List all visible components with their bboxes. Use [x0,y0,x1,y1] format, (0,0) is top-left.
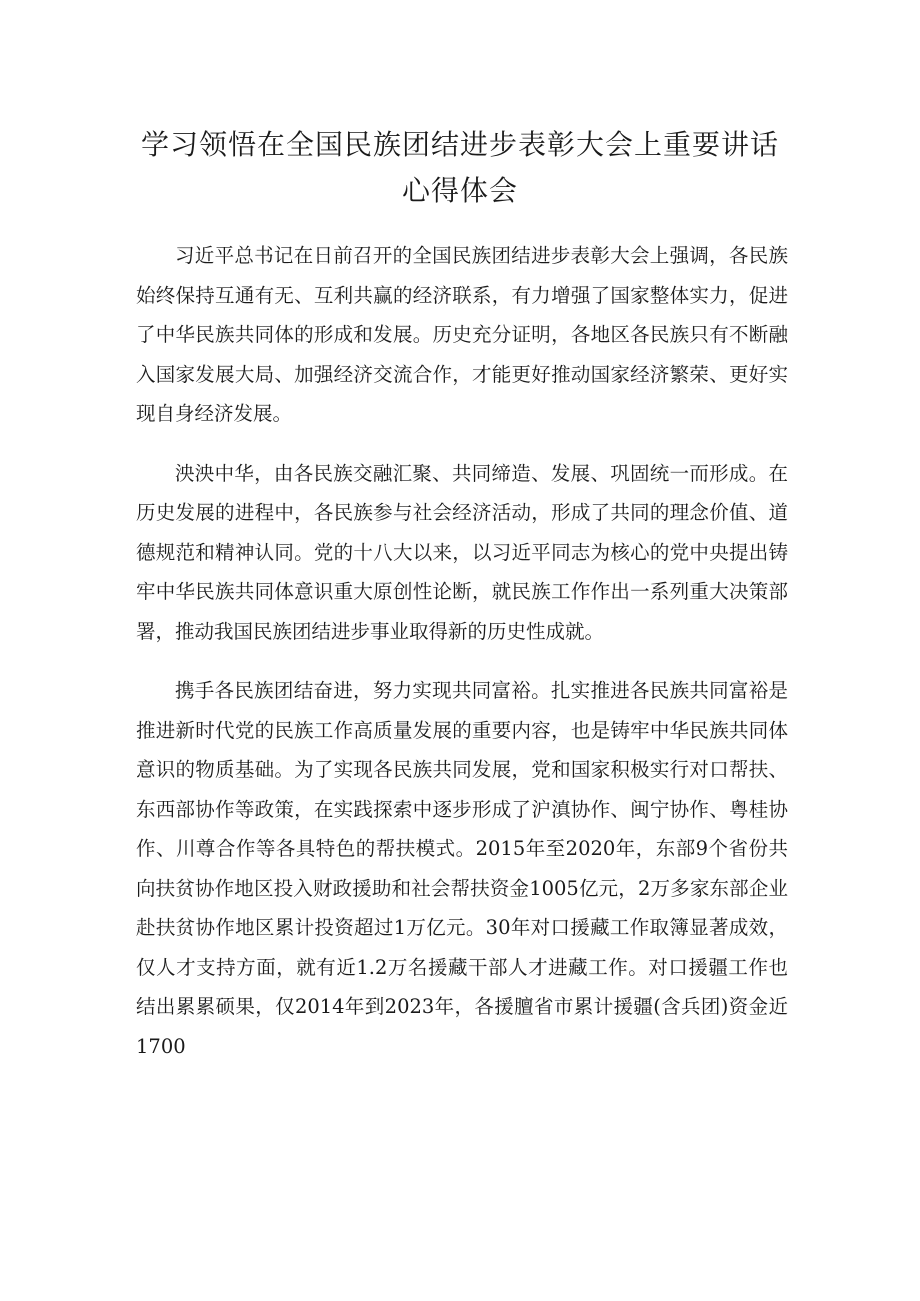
title-line-1: 学习领悟在全国民族团结进步表彰大会上重要讲话 [140,128,779,161]
paragraph-3: 携手各民族团结奋进，努力实现共同富裕。扎实推进各民族共同富裕是推进新时代党的民族工作高质量发展的重要内容，也是铸牢中华民族共同体意识的物质基础。为了实现各民族共同发展，党和国家积极实行对口帮扶、东西部协作等政策，在实践探索中逐步形成了沪滇协作、闽宁协作、粤桂协作、川尊合作等各具特色的帮扶模式。2015年至2020年，东部9个省份共向扶贫协作地区投入财政援助和社会帮扶资金1005亿元，2万多家东部企业赴扶贫协作地区累计投资超过1万亿元。30年对口援藏工作取簿显著成效，仅人才支持方面，就有近1.2万名援藏干部人才进藏工作。对口援疆工作也结出累累硕果，仅2014年到2023年，各援膻省市累计援疆(含兵团)资金近1700 [136,679,788,1058]
document-title [130,122,790,214]
paragraph-2: 泱泱中华，由各民族交融汇聚、共同缔造、发展、巩固统一而形成。在历史发展的进程中，各民族参与社会经济活动，形成了共同的理念价值、道德规范和精神认同。党的十八大以来，以习近平同志为核心的党中央提出铸牢中华民族共同体意识重大原创性论断，就民族工作作出一系列重大决策部署，推动我国民族团结进步事业取得新的历史性成就。 [136,461,788,643]
document-body [136,236,788,1066]
title-line-2: 心得体会 [401,174,518,207]
paragraph-1: 习近平总书记在日前召开的全国民族团结进步表彰大会上强调，各民族始终保持互通有无、互利共赢的经济联系，有力增强了国家整体实力，促进了中华民族共同体的形成和发展。历史充分证明，各地区各民族只有不断融入国家发展大局、加强经济交流合作，才能更好推动国家经济繁荣、更好实现自身经济发展。 [136,244,788,425]
